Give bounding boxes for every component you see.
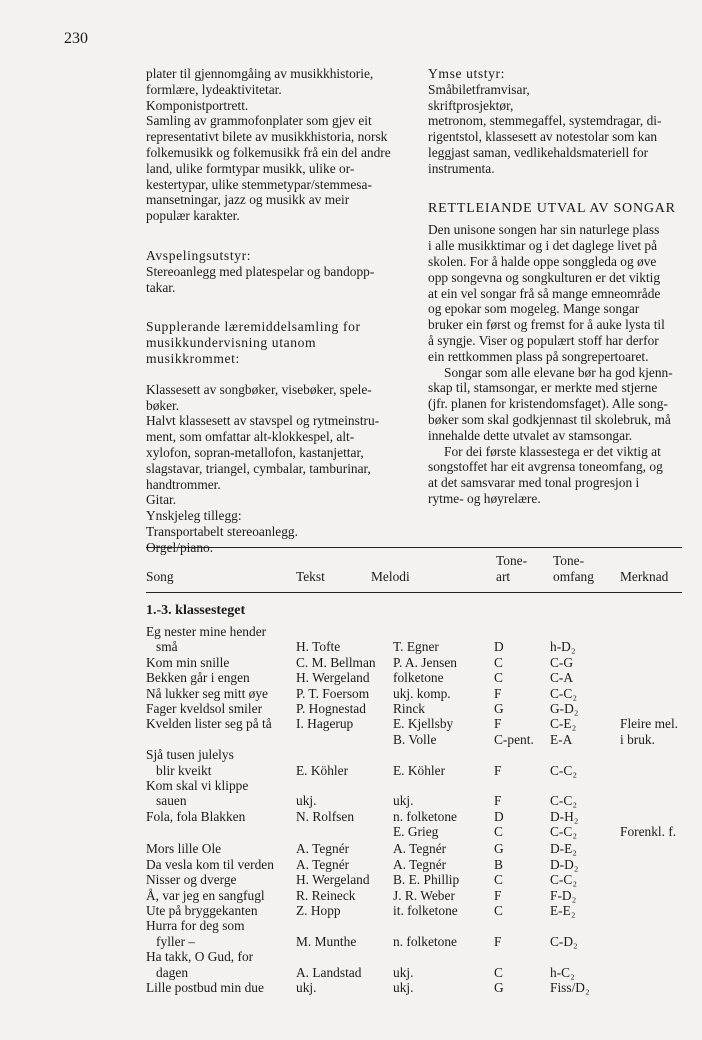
table-row: [0, 763, 702, 778]
table-row: [0, 624, 702, 639]
right-para-3: [428, 444, 683, 507]
text-line: formlære, lydeaktivitetar.: [146, 81, 282, 97]
cell-song: Å, var jeg en sangfugl: [146, 887, 265, 903]
cell-tekst: E. Köhler: [296, 762, 349, 778]
text-line: skolen. For å halde oppe songgleda og øve: [428, 253, 657, 269]
cell-merk: i bruk.: [620, 731, 655, 747]
text-line: musikkundervisning utanom: [146, 335, 317, 351]
text-line: folkemusikk og folkemusikk frå ein del andre: [146, 144, 391, 160]
cell-omfang: C-C₂: [550, 824, 577, 840]
cell-melodi: n. folketone: [393, 933, 457, 949]
text-line: at ein vel songar frå så mange emneområde: [428, 285, 661, 301]
text-line: Transportabelt stereoanlegg.: [146, 523, 298, 539]
avspeling-text: [146, 264, 402, 296]
text-line: kestertypar, ulike stemmetypar/stemmesa-: [146, 176, 372, 192]
table-header-rule: [146, 592, 682, 593]
text-line: handtrommer.: [146, 476, 221, 492]
header-tekst: Tekst: [296, 569, 325, 584]
cell-omfang: C-E₂: [550, 716, 577, 732]
text-line: Småbiletframvisar,: [428, 81, 530, 97]
cell-melodi: E. Köhler: [393, 762, 446, 778]
cell-omfang: D-D₂: [550, 856, 579, 872]
cell-tekst: N. Rolfsen: [296, 808, 355, 824]
cell-omfang: C-D₂: [550, 933, 578, 949]
section-heading: RETTLEIANDE UTVAL AV SONGAR: [428, 200, 676, 216]
cell-omfang: C-C₂: [550, 793, 577, 809]
cell-melodi: A. Tegnér: [393, 856, 447, 872]
cell-tekst: P. T. Foersom: [296, 685, 370, 701]
cell-art: F: [494, 793, 502, 809]
header-toneomfang: [553, 553, 594, 585]
cell-art: C: [494, 670, 503, 686]
cell-omfang: E-A: [550, 731, 573, 747]
cell-art: D: [494, 639, 504, 655]
table-row: [0, 965, 702, 980]
cell-melodi: ukj.: [393, 979, 414, 995]
cell-merk: Fleire mel.: [620, 716, 679, 732]
text-line: bøker.: [146, 397, 180, 413]
cell-art: F: [494, 716, 502, 732]
cell-song: Ha takk, O Gud, for: [146, 949, 254, 965]
text-line: plater til gjennomgåing av musikkhistorie,: [146, 66, 374, 81]
cell-tekst: ukj.: [296, 979, 317, 995]
cell-art: G: [494, 979, 504, 995]
table-rows: [0, 624, 702, 995]
cell-melodi: n. folketone: [393, 808, 457, 824]
table-row: [0, 857, 702, 872]
cell-tekst: C. M. Bellman: [296, 654, 376, 670]
table-top-rule: [146, 547, 682, 548]
text-line: bøker som skal godkjennast til skolebruk, må: [428, 411, 671, 427]
cell-song: små: [146, 639, 178, 655]
cell-song: Da vesla kom til verden: [146, 856, 274, 872]
table-row: [0, 732, 702, 747]
supplerande-heading: [146, 319, 402, 366]
text-line: rigentstol, klassesett av notestolar som kan: [428, 129, 658, 145]
text-line: innehalde dette utvalet av stamsongar.: [428, 427, 633, 443]
cell-art: C: [494, 872, 503, 888]
text-line: Stereoanlegg med platespelar og bandopp-: [146, 263, 375, 279]
text-line: land, ulike formtypar musikk, ulike or-: [146, 160, 355, 176]
header-song: Song: [146, 569, 174, 584]
table-row: [0, 934, 702, 949]
table-row: [0, 824, 702, 839]
cell-song: Lille postbud min due: [146, 979, 264, 995]
cell-song: Bekken går i engen: [146, 670, 250, 686]
table-row: [0, 686, 702, 701]
text-line: Samling av grammofonplater som gjev eit: [146, 113, 372, 129]
table-row: [0, 872, 702, 887]
cell-art: D: [494, 808, 504, 824]
cell-song: Sjå tusen julelys: [146, 747, 234, 763]
text-line: skriftprosjektør,: [428, 97, 514, 113]
header-toneart: [496, 553, 527, 585]
text-line: Komponistportrett.: [146, 97, 249, 113]
text-line: ment, som omfattar alt-klokkespel, alt-: [146, 429, 355, 445]
cell-melodi: ukj.: [393, 793, 414, 809]
cell-omfang: C-A: [550, 670, 574, 686]
cell-omfang: h-C₂: [550, 964, 575, 980]
cell-art: G: [494, 841, 504, 857]
table-row: [0, 747, 702, 762]
text-line: Klassesett av songbøker, visebøker, spele-: [146, 381, 372, 397]
cell-melodi: Rinck: [393, 700, 425, 716]
header-toneomfang-line2: omfang: [553, 569, 594, 584]
table-row: [0, 949, 702, 964]
text-line: Ynskjeleg tillegg:: [146, 508, 242, 524]
cell-song: Ute på bryggekanten: [146, 903, 258, 919]
cell-merk: Forenkl. f.: [620, 824, 677, 840]
cell-omfang: C-G: [550, 654, 574, 670]
cell-omfang: h-D₂: [550, 639, 576, 655]
cell-song: Nisser og dverge: [146, 872, 237, 888]
cell-song: blir kveikt: [146, 762, 212, 778]
text-line: songstoffet har eit avgrensa toneomfang, og: [428, 459, 663, 475]
cell-art: B: [494, 856, 503, 872]
table-row: [0, 716, 702, 731]
cell-melodi: B. E. Phillip: [393, 872, 460, 888]
table-row: [0, 778, 702, 793]
cell-melodi: ukj. komp.: [393, 685, 451, 701]
text-line: Gitar.: [146, 492, 177, 508]
cell-tekst: A. Tegnér: [296, 856, 350, 872]
cell-art: F: [494, 762, 502, 778]
table-row: [0, 793, 702, 808]
cell-song: Kom skal vi klippe: [146, 777, 249, 793]
ymse-text: [428, 82, 683, 177]
cell-omfang: D-E₂: [550, 841, 577, 857]
cell-melodi: T. Egner: [393, 639, 439, 655]
table-row: [0, 639, 702, 654]
cell-melodi: A. Tegnér: [393, 841, 447, 857]
table-row: [0, 980, 702, 995]
text-line: å syngje. Viser og populært stoff har derfor: [428, 332, 659, 348]
table-row: [0, 903, 702, 918]
text-line: i alle musikktimar og i det daglege livet på: [428, 238, 658, 254]
table-section-title: 1.-3. klassesteget: [146, 603, 246, 618]
text-line: ein rettkommen plass på songrepertoaret.: [428, 348, 649, 364]
cell-song: Kvelden lister seg på tå: [146, 716, 272, 732]
cell-melodi: ukj.: [393, 964, 414, 980]
text-line: takar.: [146, 279, 176, 295]
table-row: [0, 655, 702, 670]
text-line: rytme- og høyrelære.: [428, 490, 541, 506]
cell-omfang: Fiss/D₂: [550, 979, 590, 995]
table-row: [0, 701, 702, 716]
table-row: [0, 841, 702, 856]
text-line: Halvt klassesett av stavspel og rytmeinstru-: [146, 413, 380, 429]
cell-tekst: ukj.: [296, 793, 317, 809]
cell-song: Fager kveldsol smiler: [146, 700, 263, 716]
table-row: [0, 809, 702, 824]
text-line: mansetningar, jazz og musikk av meir: [146, 192, 350, 208]
cell-art: C: [494, 964, 503, 980]
cell-melodi: E. Kjellsby: [393, 716, 454, 732]
text-line: slagstavar, triangel, cymbalar, tamburinar,: [146, 460, 371, 476]
cell-omfang: F-D₂: [550, 887, 577, 903]
cell-tekst: I. Hagerup: [296, 716, 354, 732]
left-column: [146, 66, 402, 556]
text-line: Supplerande læremiddelsamling for: [146, 319, 361, 335]
cell-art: C: [494, 824, 503, 840]
text-line: leggjast saman, vedlikehaldsmateriell for: [428, 144, 649, 160]
cell-song: Nå lukker seg mitt øye: [146, 685, 268, 701]
text-line: populær karakter.: [146, 208, 240, 224]
header-merknad: Merknad: [620, 569, 669, 584]
text-line: instrumenta.: [428, 160, 495, 176]
cell-melodi: E. Grieg: [393, 824, 439, 840]
text-line: metronom, stemmegaffel, systemdragar, di-: [428, 113, 662, 129]
cell-song: sauen: [146, 793, 187, 809]
cell-art: C-pent.: [494, 731, 534, 747]
cell-tekst: H. Wergeland: [296, 872, 370, 888]
text-line: For dei første klassestega er det viktig at: [444, 443, 661, 459]
text-line: og epokar som mogeleg. Mange songar: [428, 301, 640, 317]
cell-art: F: [494, 887, 502, 903]
header-toneart-line1: Tone-: [496, 553, 528, 568]
header-melodi: Melodi: [371, 569, 410, 584]
ymse-heading: Ymse utstyr:: [428, 66, 506, 81]
text-line: Songar som alle elevane bør ha god kjenn-: [444, 364, 673, 380]
cell-tekst: R. Reineck: [296, 887, 356, 903]
cell-tekst: H. Wergeland: [296, 670, 370, 686]
text-line: xylofon, sopran-metallofon, kastanjettar,: [146, 444, 364, 460]
text-line: skap til, stamsongar, er merkte med stjerne: [428, 380, 658, 396]
text-line: Orgel/piano.: [146, 539, 214, 555]
cell-melodi: folketone: [393, 670, 444, 686]
cell-tekst: A. Landstad: [296, 964, 362, 980]
text-line: representativt bilete av musikkhistoria, norsk: [146, 129, 388, 145]
cell-tekst: Z. Hopp: [296, 903, 341, 919]
cell-melodi: J. R. Weber: [393, 887, 455, 903]
text-line: opp songevna og songkulturen er det viktig: [428, 269, 661, 285]
cell-melodi: it. folketone: [393, 903, 458, 919]
text-line: musikkrommet:: [146, 350, 240, 366]
cell-song: fyller –: [146, 933, 196, 949]
supplerande-text: [146, 382, 402, 556]
cell-art: C: [494, 654, 503, 670]
table-row: [0, 918, 702, 933]
text-line: (jfr. planen for kristendomsfaget). Alle song-: [428, 396, 668, 412]
table-header: [0, 552, 702, 588]
text-line: at det samsvarar med tonal progresjon i: [428, 475, 640, 491]
header-toneomfang-line1: Tone-: [553, 553, 585, 568]
right-para-1: [428, 222, 683, 364]
cell-melodi: B. Volle: [393, 731, 437, 747]
cell-omfang: D-H₂: [550, 808, 579, 824]
cell-tekst: A. Tegnér: [296, 841, 350, 857]
cell-song: Hurra for deg som: [146, 918, 245, 934]
header-toneart-line2: art: [496, 569, 511, 584]
cell-omfang: C-C₂: [550, 872, 577, 888]
right-column: [428, 66, 683, 507]
cell-omfang: C-C₂: [550, 685, 577, 701]
cell-art: C: [494, 903, 503, 919]
cell-omfang: G-D₂: [550, 700, 579, 716]
cell-tekst: M. Munthe: [296, 933, 357, 949]
text-line: bruker ein først og fremst for å auke lysta til: [428, 317, 665, 333]
cell-song: Mors lille Ole: [146, 841, 222, 857]
cell-art: F: [494, 685, 502, 701]
table-row: [0, 888, 702, 903]
cell-tekst: P. Hognestad: [296, 700, 366, 716]
left-para-1: [146, 66, 402, 224]
cell-song: dagen: [146, 964, 189, 980]
cell-melodi: P. A. Jensen: [393, 654, 457, 670]
cell-omfang: C-C₂: [550, 762, 577, 778]
cell-art: F: [494, 933, 502, 949]
avspeling-heading: Avspelingsutstyr:: [146, 247, 252, 263]
cell-omfang: E-E₂: [550, 903, 576, 919]
table-row: [0, 670, 702, 685]
cell-tekst: H. Tofte: [296, 639, 341, 655]
cell-song: Kom min snille: [146, 654, 230, 670]
cell-song: Eg nester mine hender: [146, 624, 267, 639]
page-number: 230: [64, 30, 88, 47]
text-line: Den unisone songen har sin naturlege plass: [428, 222, 660, 238]
cell-art: G: [494, 700, 504, 716]
cell-song: Fola, fola Blakken: [146, 808, 246, 824]
right-para-2: [428, 365, 683, 444]
